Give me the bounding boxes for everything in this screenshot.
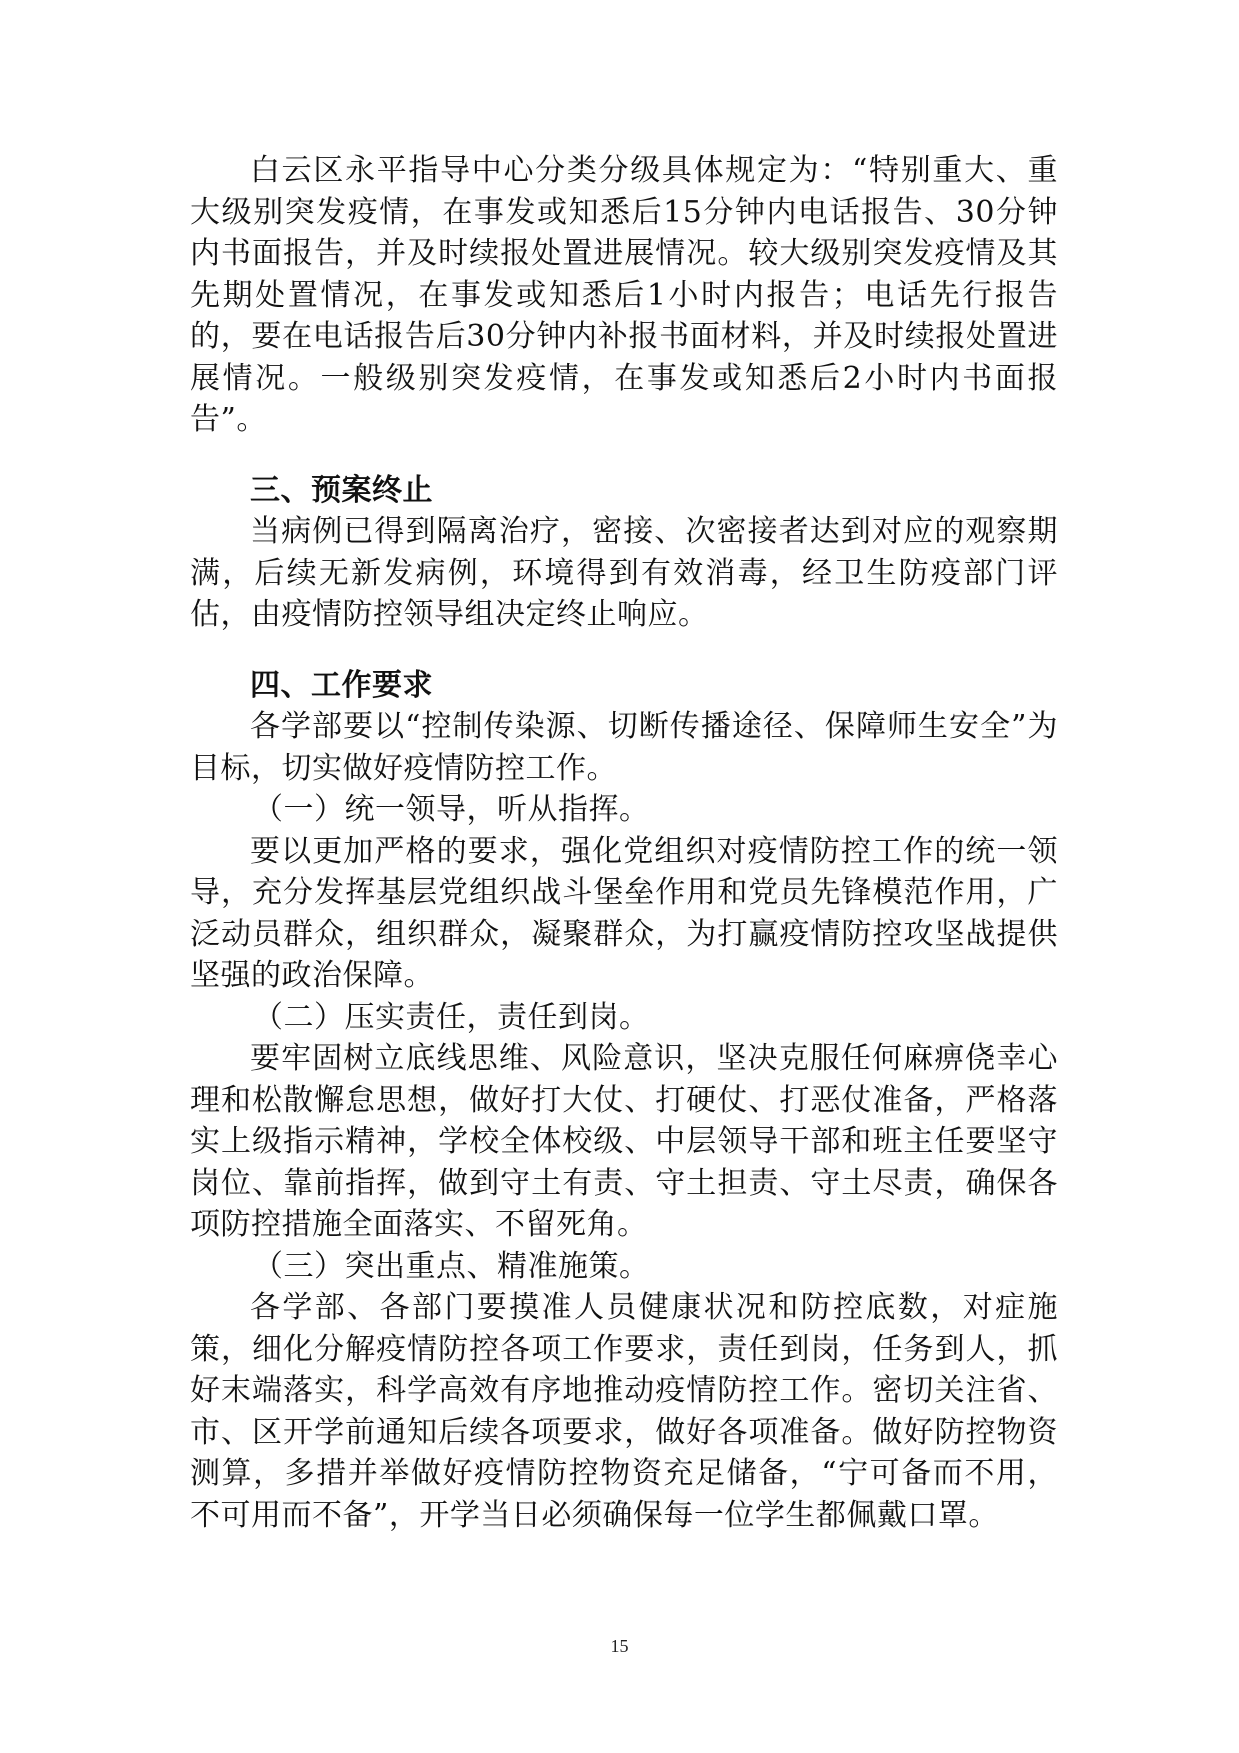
paragraph-work-goal: 各学部要以“控制传染源、切断传播途径、保障师生安全”为目标，切实做好疫情防控工作。 <box>190 709 1058 786</box>
section-heading-plan-termination: 三、预案终止 <box>250 472 433 508</box>
paragraph-termination-conditions: 当病例已得到隔离治疗，密接、次密接者达到对应的观察期满，后续无新发病例，环境得到有效消毒，经卫生防疫部门评估，由疫情防控领导组决定终止响应。 <box>190 514 1058 632</box>
paragraph-key-measures: 各学部、各部门要摸准人员健康状况和防控底数，对症施策，细化分解疫情防控各项工作要求，责任到岗，任务到人，抓好末端落实，科学高效有序地推动疫情防控工作。密切关注省、市、区开学前通知后续各项要求，做好各项准备。做好防控物资测算，多措并举做好疫情防控物资充足储备，“宁可备而不用，不可用而不备”，开学当日必须确保每一位学生都佩戴口罩。 <box>190 1290 1058 1533</box>
paragraph-responsibility: 要牢固树立底线思维、风险意识，坚决克服任何麻痹侥幸心理和松散懈怠思想，做好打大仗、打硬仗、打恶仗准备，严格落实上级指示精神，学校全体校级、中层领导干部和班主任要坚守岗位、靠前指挥，做到守土有责、守土担责、守土尽责，确保各项防控措施全面落实、不留死角。 <box>190 1041 1058 1242</box>
paragraph-reporting-rules: 白云区永平指导中心分类分级具体规定为：“特别重大、重大级别突发疫情，在事发或知悉后15分钟内电话报告、30分钟内书面报告，并及时续报处置进展情况。较大级别突发疫情及其先期处置情况，在事发或知悉后1小时内报告；电话先行报告的，要在电话报告后30分钟内补报书面材料，并及时续报处置进展情况。一般级别突发疫情，在事发或知悉后2小时内书面报告”。 <box>190 153 1058 437</box>
page-number: 15 <box>610 1636 629 1656</box>
document-body <box>190 150 1058 1536</box>
section-gap <box>190 636 1058 665</box>
subheading-key-measures: （三）突出重点、精准施策。 <box>253 1248 650 1284</box>
section-heading-work-requirements: 四、工作要求 <box>250 667 433 703</box>
section-gap <box>190 441 1058 470</box>
subheading-unified-leadership: （一）统一领导，听从指挥。 <box>253 792 650 827</box>
paragraph-unified-leadership: 要以更加严格的要求，强化党组织对疫情防控工作的统一领导，充分发挥基层党组织战斗堡垒作用和党员先锋模范作用，广泛动员群众，组织群众，凝聚群众，为打赢疫情防控攻坚战提供坚强的政治保障。 <box>190 833 1058 993</box>
subheading-responsibility: （二）压实责任，责任到岗。 <box>253 999 650 1035</box>
